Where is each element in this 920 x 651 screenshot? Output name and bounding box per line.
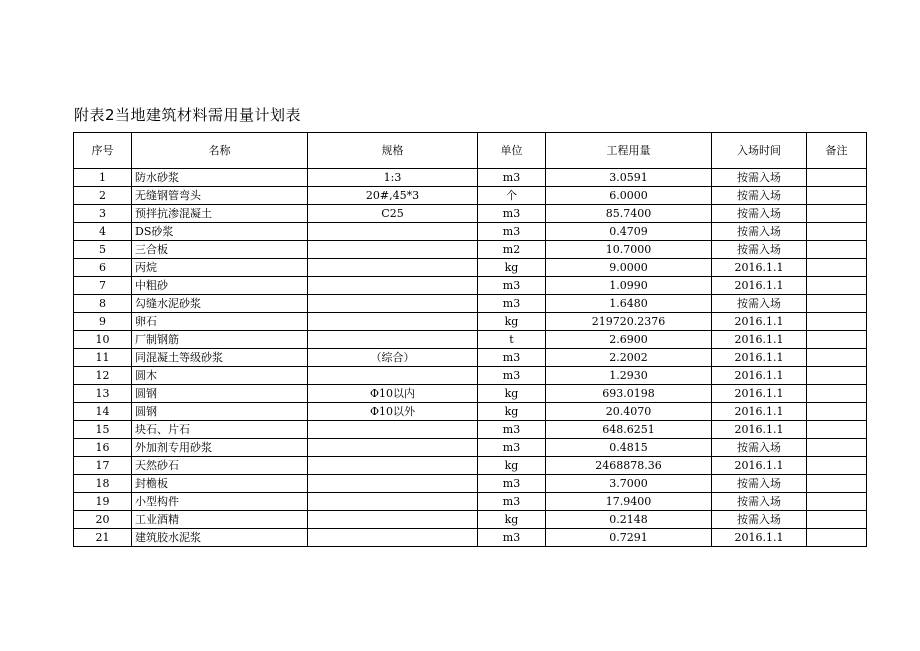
cell-time: 按需入场 xyxy=(712,187,807,205)
cell-unit: m3 xyxy=(478,205,546,223)
cell-unit: m3 xyxy=(478,493,546,511)
table-row xyxy=(74,295,867,313)
col-header-time: 入场时间 xyxy=(712,133,807,169)
cell-name: 圆钢 xyxy=(132,403,308,421)
cell-spec xyxy=(308,241,478,259)
cell-spec xyxy=(308,493,478,511)
cell-spec xyxy=(308,313,478,331)
cell-time: 2016.1.1 xyxy=(712,259,807,277)
cell-unit: m3 xyxy=(478,439,546,457)
cell-time: 按需入场 xyxy=(712,295,807,313)
col-header-seq: 序号 xyxy=(74,133,132,169)
cell-unit: m3 xyxy=(478,421,546,439)
cell-note xyxy=(807,403,867,421)
cell-note xyxy=(807,439,867,457)
cell-unit: m3 xyxy=(478,475,546,493)
cell-seq: 3 xyxy=(74,205,132,223)
table-row xyxy=(74,385,867,403)
cell-name: 圆钢 xyxy=(132,385,308,403)
cell-seq: 10 xyxy=(74,331,132,349)
col-header-unit: 单位 xyxy=(478,133,546,169)
cell-name: DS砂浆 xyxy=(132,223,308,241)
table-row xyxy=(74,367,867,385)
table-row xyxy=(74,493,867,511)
cell-unit: m2 xyxy=(478,241,546,259)
col-header-note: 备注 xyxy=(807,133,867,169)
table-row xyxy=(74,349,867,367)
table-row xyxy=(74,511,867,529)
table-row xyxy=(74,439,867,457)
table-row xyxy=(74,403,867,421)
cell-note xyxy=(807,169,867,187)
cell-spec: 20#,45*3 xyxy=(308,187,478,205)
cell-qty: 9.0000 xyxy=(546,259,712,277)
table-row xyxy=(74,313,867,331)
cell-qty: 0.4709 xyxy=(546,223,712,241)
cell-note xyxy=(807,241,867,259)
cell-note xyxy=(807,349,867,367)
cell-seq: 9 xyxy=(74,313,132,331)
table-row xyxy=(74,205,867,223)
cell-seq: 1 xyxy=(74,169,132,187)
cell-seq: 5 xyxy=(74,241,132,259)
cell-unit: m3 xyxy=(478,295,546,313)
table-row xyxy=(74,241,867,259)
cell-seq: 19 xyxy=(74,493,132,511)
cell-seq: 13 xyxy=(74,385,132,403)
cell-unit: m3 xyxy=(478,529,546,547)
cell-name: 块石、片石 xyxy=(132,421,308,439)
cell-seq: 20 xyxy=(74,511,132,529)
cell-seq: 12 xyxy=(74,367,132,385)
table-row xyxy=(74,529,867,547)
cell-name: 工业酒精 xyxy=(132,511,308,529)
cell-name: 中粗砂 xyxy=(132,277,308,295)
cell-name: 同混凝土等级砂浆 xyxy=(132,349,308,367)
cell-spec: Φ10以内 xyxy=(308,385,478,403)
cell-note xyxy=(807,421,867,439)
cell-seq: 11 xyxy=(74,349,132,367)
cell-time: 2016.1.1 xyxy=(712,421,807,439)
cell-qty: 3.0591 xyxy=(546,169,712,187)
table-row xyxy=(74,169,867,187)
cell-spec xyxy=(308,511,478,529)
cell-name: 小型构件 xyxy=(132,493,308,511)
cell-time: 按需入场 xyxy=(712,493,807,511)
cell-note xyxy=(807,529,867,547)
cell-spec: （综合） xyxy=(308,349,478,367)
cell-qty: 648.6251 xyxy=(546,421,712,439)
materials-table xyxy=(73,132,867,547)
cell-unit: kg xyxy=(478,457,546,475)
cell-note xyxy=(807,259,867,277)
table-row xyxy=(74,223,867,241)
cell-qty: 20.4070 xyxy=(546,403,712,421)
cell-unit: m3 xyxy=(478,277,546,295)
table-row xyxy=(74,421,867,439)
cell-spec xyxy=(308,223,478,241)
cell-note xyxy=(807,295,867,313)
cell-qty: 0.4815 xyxy=(546,439,712,457)
cell-note xyxy=(807,313,867,331)
cell-unit: m3 xyxy=(478,349,546,367)
cell-unit: m3 xyxy=(478,367,546,385)
cell-qty: 0.7291 xyxy=(546,529,712,547)
table-row xyxy=(74,277,867,295)
table-row xyxy=(74,457,867,475)
cell-time: 按需入场 xyxy=(712,169,807,187)
cell-spec: C25 xyxy=(308,205,478,223)
cell-name: 天然砂石 xyxy=(132,457,308,475)
cell-time: 2016.1.1 xyxy=(712,277,807,295)
cell-spec xyxy=(308,457,478,475)
cell-time: 2016.1.1 xyxy=(712,403,807,421)
cell-note xyxy=(807,385,867,403)
cell-qty: 3.7000 xyxy=(546,475,712,493)
cell-unit: kg xyxy=(478,403,546,421)
cell-qty: 0.2148 xyxy=(546,511,712,529)
cell-time: 按需入场 xyxy=(712,475,807,493)
cell-seq: 4 xyxy=(74,223,132,241)
cell-name: 封檐板 xyxy=(132,475,308,493)
table-title: 附表2当地建筑材料需用量计划表 xyxy=(74,106,302,124)
cell-seq: 16 xyxy=(74,439,132,457)
cell-spec xyxy=(308,259,478,277)
cell-name: 建筑胶水泥浆 xyxy=(132,529,308,547)
cell-qty: 85.7400 xyxy=(546,205,712,223)
cell-time: 按需入场 xyxy=(712,223,807,241)
cell-qty: 693.0198 xyxy=(546,385,712,403)
cell-name: 预拌抗渗混凝土 xyxy=(132,205,308,223)
table-row xyxy=(74,187,867,205)
header-row xyxy=(74,133,867,169)
cell-unit: kg xyxy=(478,385,546,403)
cell-name: 圆木 xyxy=(132,367,308,385)
cell-spec xyxy=(308,529,478,547)
cell-note xyxy=(807,367,867,385)
cell-note xyxy=(807,475,867,493)
cell-time: 2016.1.1 xyxy=(712,529,807,547)
cell-qty: 1.6480 xyxy=(546,295,712,313)
cell-spec xyxy=(308,439,478,457)
cell-name: 勾缝水泥砂浆 xyxy=(132,295,308,313)
cell-qty: 2.6900 xyxy=(546,331,712,349)
col-header-qty: 工程用量 xyxy=(546,133,712,169)
cell-name: 三合板 xyxy=(132,241,308,259)
cell-seq: 15 xyxy=(74,421,132,439)
cell-note xyxy=(807,187,867,205)
cell-time: 2016.1.1 xyxy=(712,331,807,349)
cell-note xyxy=(807,277,867,295)
cell-seq: 8 xyxy=(74,295,132,313)
cell-seq: 6 xyxy=(74,259,132,277)
cell-time: 按需入场 xyxy=(712,439,807,457)
cell-time: 按需入场 xyxy=(712,205,807,223)
cell-name: 无缝钢管弯头 xyxy=(132,187,308,205)
cell-spec xyxy=(308,367,478,385)
cell-unit: t xyxy=(478,331,546,349)
cell-seq: 21 xyxy=(74,529,132,547)
cell-spec xyxy=(308,277,478,295)
cell-qty: 6.0000 xyxy=(546,187,712,205)
cell-qty: 2.2002 xyxy=(546,349,712,367)
cell-time: 2016.1.1 xyxy=(712,349,807,367)
cell-unit: kg xyxy=(478,313,546,331)
cell-note xyxy=(807,493,867,511)
table-row xyxy=(74,331,867,349)
cell-note xyxy=(807,205,867,223)
col-header-name: 名称 xyxy=(132,133,308,169)
cell-seq: 2 xyxy=(74,187,132,205)
cell-unit: 个 xyxy=(478,187,546,205)
table-row xyxy=(74,259,867,277)
cell-time: 2016.1.1 xyxy=(712,385,807,403)
cell-qty: 1.2930 xyxy=(546,367,712,385)
cell-qty: 10.7000 xyxy=(546,241,712,259)
cell-spec: 1:3 xyxy=(308,169,478,187)
cell-note xyxy=(807,223,867,241)
cell-qty: 17.9400 xyxy=(546,493,712,511)
col-header-spec: 规格 xyxy=(308,133,478,169)
cell-qty: 1.0990 xyxy=(546,277,712,295)
cell-qty: 2468878.36 xyxy=(546,457,712,475)
cell-note xyxy=(807,457,867,475)
cell-seq: 18 xyxy=(74,475,132,493)
table-body xyxy=(74,169,867,547)
cell-name: 防水砂浆 xyxy=(132,169,308,187)
cell-time: 2016.1.1 xyxy=(712,367,807,385)
cell-spec xyxy=(308,475,478,493)
cell-seq: 14 xyxy=(74,403,132,421)
cell-seq: 17 xyxy=(74,457,132,475)
cell-note xyxy=(807,511,867,529)
cell-spec xyxy=(308,421,478,439)
cell-spec xyxy=(308,295,478,313)
cell-unit: m3 xyxy=(478,169,546,187)
cell-unit: kg xyxy=(478,259,546,277)
cell-time: 2016.1.1 xyxy=(712,457,807,475)
cell-spec: Φ10以外 xyxy=(308,403,478,421)
cell-name: 卵石 xyxy=(132,313,308,331)
cell-name: 外加剂专用砂浆 xyxy=(132,439,308,457)
cell-seq: 7 xyxy=(74,277,132,295)
cell-unit: kg xyxy=(478,511,546,529)
cell-unit: m3 xyxy=(478,223,546,241)
cell-qty: 219720.2376 xyxy=(546,313,712,331)
cell-time: 2016.1.1 xyxy=(712,313,807,331)
cell-time: 按需入场 xyxy=(712,511,807,529)
table-row xyxy=(74,475,867,493)
cell-note xyxy=(807,331,867,349)
cell-name: 丙烷 xyxy=(132,259,308,277)
cell-spec xyxy=(308,331,478,349)
cell-time: 按需入场 xyxy=(712,241,807,259)
cell-name: 厂制钢筋 xyxy=(132,331,308,349)
